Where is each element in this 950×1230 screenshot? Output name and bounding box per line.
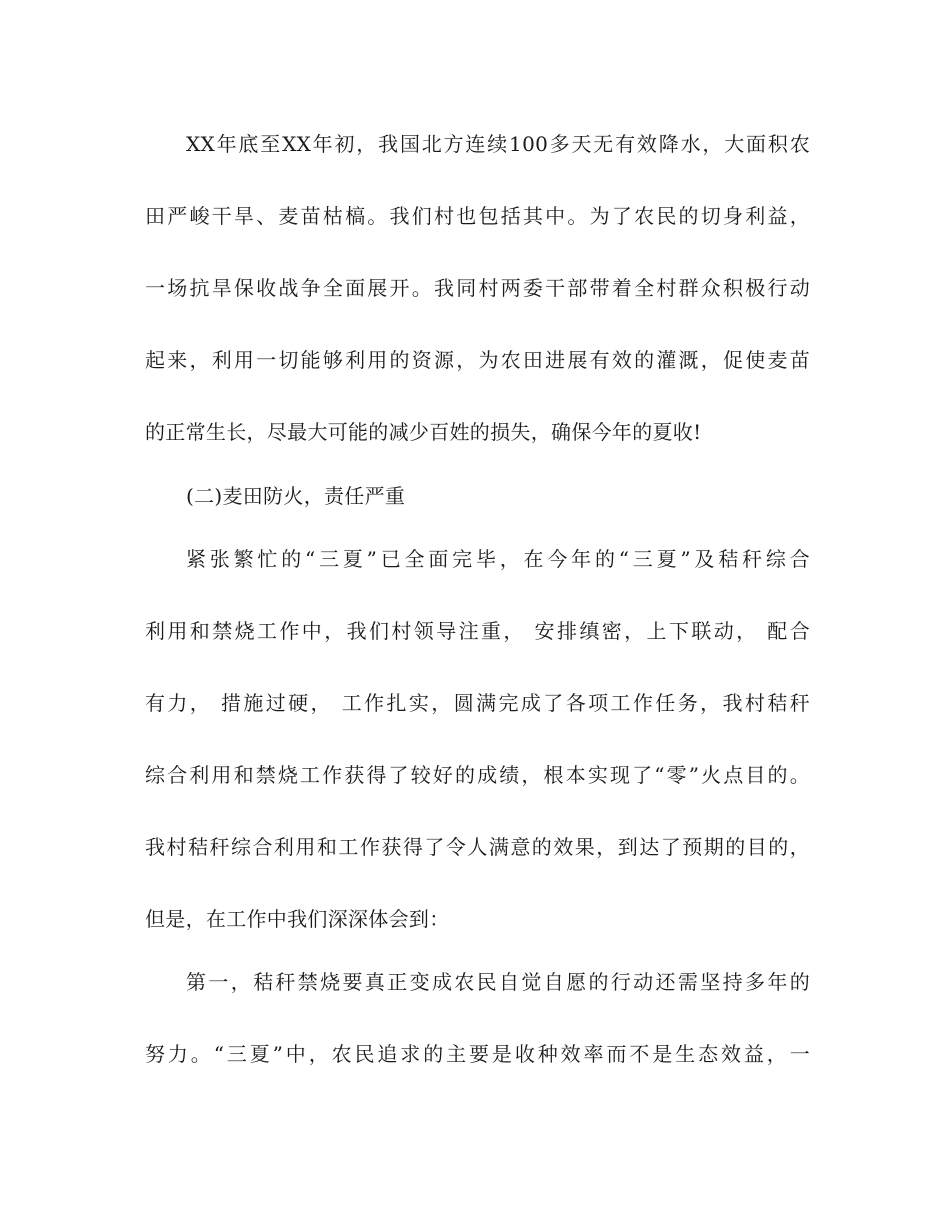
paragraph-line: 第一，秸秆禁烧要真正变成农民自觉自愿的行动还需坚持多年的 xyxy=(186,970,810,994)
paragraph-line: 起来，利用一切能够利用的资源，为农田进展有效的灌溉，促使麦苗 xyxy=(145,348,810,372)
paragraph-line: 有力， 措施过硬， 工作扎实，圆满完成了各项工作任务，我村秸秆 xyxy=(145,691,810,715)
paragraph-line: XX年底至XX年初，我国北方连续100多天无有效降水，大面积农 xyxy=(186,132,810,156)
paragraph-line: 利用和禁烧工作中，我们村领导注重， 安排缜密，上下联动， 配合 xyxy=(145,619,810,643)
paragraph-line: 紧张繁忙的“三夏”已全面完毕，在今年的“三夏”及秸秆综合 xyxy=(186,547,810,571)
paragraph-line: 我村秸秆综合利用和工作获得了令人满意的效果，到达了预期的目的， xyxy=(145,835,810,859)
paragraph-line: 田严峻干旱、麦苗枯槁。我们村也包括其中。为了农民的切身利益， xyxy=(145,204,810,228)
paragraph-line: 综合利用和禁烧工作获得了较好的成绩，根本实现了“零”火点目的。 xyxy=(145,763,810,787)
paragraph-line: 的正常生长，尽最大可能的减少百姓的损失，确保今年的夏收! xyxy=(145,420,702,444)
section-heading: (二)麦田防火，责任严重 xyxy=(186,484,406,508)
paragraph-line: 但是，在工作中我们深深体会到： xyxy=(145,907,450,931)
paragraph-line: 一场抗旱保收战争全面展开。我同村两委干部带着全村群众积极行动 xyxy=(145,276,810,300)
paragraph-line: 努力。“三夏”中，农民追求的主要是收种效率而不是生态效益，一 xyxy=(145,1042,810,1066)
